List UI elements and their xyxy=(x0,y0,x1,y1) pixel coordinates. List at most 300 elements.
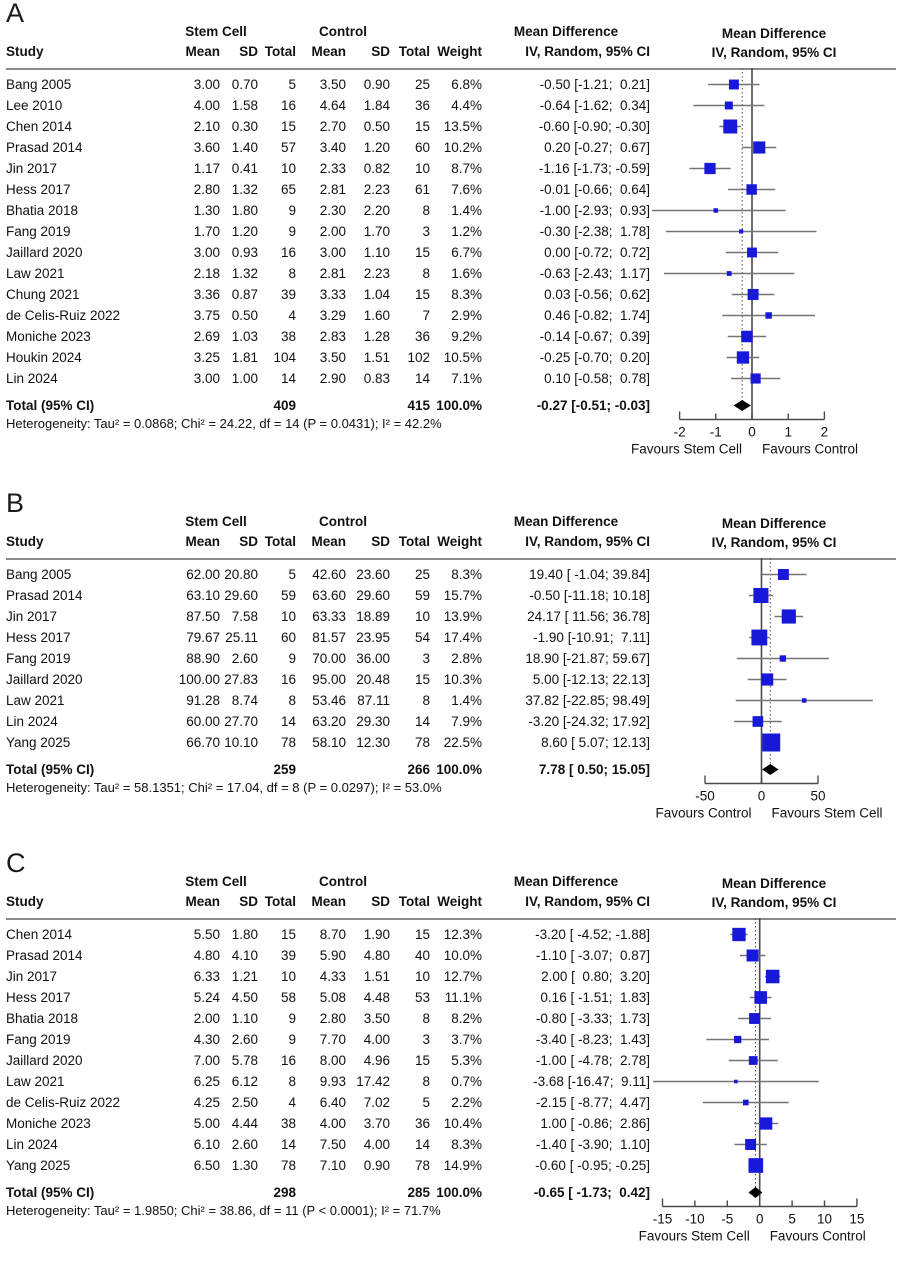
cell: 1.80 xyxy=(231,927,258,942)
study-name: de Celis-Ruiz 2022 xyxy=(6,308,121,323)
column-header-total: Total xyxy=(264,44,296,59)
column-header-total: Total xyxy=(264,894,296,909)
study-name: Lin 2024 xyxy=(6,371,58,386)
cell: 2.60 xyxy=(231,1032,258,1047)
column-header-weight: Weight xyxy=(437,894,482,909)
cell: 4.33 xyxy=(319,969,346,984)
study-rows xyxy=(6,564,650,753)
table-row xyxy=(6,200,650,221)
effect-square xyxy=(749,1056,758,1065)
cell: 14 xyxy=(414,1137,430,1152)
cell: -0.14 [-0.67; 0.39] xyxy=(539,329,650,344)
effect-square xyxy=(704,163,715,174)
cell: -3.40 [ -8.23; 1.43] xyxy=(535,1032,650,1047)
forest-plot-a xyxy=(630,68,896,462)
cell: -0.30 [-2.38; 1.78] xyxy=(539,224,650,239)
cell: 63.33 xyxy=(312,609,346,624)
cell: 70.00 xyxy=(312,651,346,666)
cell: 23.95 xyxy=(356,630,390,645)
cell: 10 xyxy=(414,609,430,624)
cell: 0.30 xyxy=(231,119,258,134)
cell: 8.3% xyxy=(451,287,482,302)
cell: 10.0% xyxy=(443,948,482,963)
favours-left-label: Favours Stem Cell xyxy=(630,441,742,457)
effect-square xyxy=(780,655,786,661)
cell: 3.50 xyxy=(319,77,346,92)
cell: 1.00 xyxy=(231,371,258,386)
cell: 5.24 xyxy=(193,990,220,1005)
total-diamond xyxy=(762,764,778,775)
total-cell: 409 xyxy=(273,398,296,413)
cell: 100.00 xyxy=(178,672,220,687)
effect-square xyxy=(765,312,771,318)
cell: 15 xyxy=(414,672,430,687)
column-header-mean: Mean xyxy=(185,44,220,59)
study-name: Bang 2005 xyxy=(6,567,72,582)
axis-tick-label: 0 xyxy=(755,1211,764,1227)
effect-square xyxy=(753,141,765,153)
cell: 15 xyxy=(414,245,430,260)
cell: 1.51 xyxy=(363,969,390,984)
table-row xyxy=(6,1092,650,1113)
cell: 5.90 xyxy=(319,948,346,963)
table-row xyxy=(6,221,650,242)
table-row xyxy=(6,711,650,732)
study-name: Hess 2017 xyxy=(6,630,71,645)
cell: 0.50 xyxy=(363,119,390,134)
heterogeneity-text: Heterogeneity: Tau² = 1.9850; Chi² = 38.86, df = 11 (P < 0.0001); I² = 71.7% xyxy=(6,1203,441,1218)
cell: 78 xyxy=(280,1158,296,1173)
cell: 25.11 xyxy=(225,630,258,645)
cell: 2.70 xyxy=(319,119,346,134)
cell: 4.30 xyxy=(193,1032,220,1047)
table-row xyxy=(6,368,650,389)
table-row xyxy=(6,284,650,305)
column-header-sd: SD xyxy=(371,894,390,909)
cell: 9 xyxy=(288,651,296,666)
cell: 4.50 xyxy=(231,990,258,1005)
cell: 29.60 xyxy=(356,588,390,603)
total-cell: 259 xyxy=(273,762,296,777)
study-name: Lin 2024 xyxy=(6,1137,58,1152)
cell: 17.4% xyxy=(443,630,482,645)
cell: 2.60 xyxy=(231,1137,258,1152)
cell: 4.4% xyxy=(451,98,482,113)
study-name: Jin 2017 xyxy=(6,609,58,624)
cell: 7.10 xyxy=(319,1158,346,1173)
cell: 87.11 xyxy=(357,693,390,708)
cell: 36 xyxy=(414,1116,430,1131)
axis-tick-label: -5 xyxy=(721,1211,734,1227)
effect-square xyxy=(748,1158,763,1173)
panel-c xyxy=(6,848,896,1249)
cell: 20.80 xyxy=(224,567,258,582)
cell: 63.20 xyxy=(312,714,346,729)
column-header-iv-random-95-ci: IV, Random, 95% CI xyxy=(525,44,650,59)
axis-tick-label: 2 xyxy=(820,424,829,440)
study-name: Lin 2024 xyxy=(6,714,58,729)
cell: 2.00 xyxy=(193,1011,220,1026)
cell: 22.5% xyxy=(443,735,482,750)
group-mean-difference-label: Mean Difference xyxy=(513,514,619,529)
study-name: Bang 2005 xyxy=(6,77,72,92)
table-row xyxy=(6,669,650,690)
cell: 5 xyxy=(288,567,296,582)
effect-square xyxy=(739,229,743,233)
study-name: Moniche 2023 xyxy=(6,329,91,344)
cell: 14 xyxy=(414,714,430,729)
cell: 10.5% xyxy=(443,350,482,365)
cell: 5.78 xyxy=(231,1053,258,1068)
study-name: Yang 2025 xyxy=(6,735,71,750)
column-header-sd: SD xyxy=(239,534,258,549)
study-name: Bhatia 2018 xyxy=(6,203,79,218)
cell: 0.41 xyxy=(231,161,258,176)
cell: 2.2% xyxy=(451,1095,482,1110)
cell: -0.63 [-2.43; 1.17] xyxy=(539,266,650,281)
column-headers xyxy=(6,894,650,912)
column-header-sd: SD xyxy=(371,534,390,549)
forest-plot-c xyxy=(638,918,896,1249)
cell: 9 xyxy=(288,224,296,239)
cell: 14 xyxy=(280,714,296,729)
effect-square xyxy=(746,184,756,194)
cell: 3.25 xyxy=(193,350,220,365)
cell: 61 xyxy=(414,182,430,197)
cell: 9 xyxy=(288,1011,296,1026)
cell: 14 xyxy=(280,1137,296,1152)
group-control-label: Control xyxy=(319,514,367,529)
study-name: Jaillard 2020 xyxy=(6,245,83,260)
cell: 4.00 xyxy=(319,1116,346,1131)
cell: 36.00 xyxy=(356,651,390,666)
cell: 10.3% xyxy=(443,672,482,687)
study-name: Prasad 2014 xyxy=(6,140,83,155)
cell: 10 xyxy=(280,161,296,176)
table-row xyxy=(6,606,650,627)
cell: 1.90 xyxy=(363,927,390,942)
cell: 9.2% xyxy=(451,329,482,344)
plot-header-line1: Mean Difference xyxy=(721,26,827,41)
panel-a-label: A xyxy=(6,0,25,28)
cell: 3.00 xyxy=(193,371,220,386)
table-row xyxy=(6,179,650,200)
cell: 2.30 xyxy=(319,203,346,218)
cell: 5 xyxy=(422,1095,430,1110)
cell: 8.3% xyxy=(451,1137,482,1152)
table-row xyxy=(6,116,650,137)
total-cell: 7.78 [ 0.50; 15.05] xyxy=(538,762,650,777)
table-row xyxy=(6,627,650,648)
plot-header xyxy=(652,24,896,62)
cell: 79.67 xyxy=(186,630,220,645)
cell: 14 xyxy=(414,371,430,386)
effect-square xyxy=(782,609,796,623)
column-header-mean: Mean xyxy=(311,44,346,59)
total-cell: -0.27 [-0.51; -0.03] xyxy=(536,398,650,413)
cell: 1.58 xyxy=(231,98,258,113)
cell: 91.28 xyxy=(186,693,220,708)
column-group-header xyxy=(6,24,650,42)
total-cell: 266 xyxy=(407,762,430,777)
group-stem-cell-label: Stem Cell xyxy=(185,874,247,889)
column-header-study: Study xyxy=(6,894,44,909)
plot-header xyxy=(652,514,896,552)
cell: 1.21 xyxy=(231,969,258,984)
cell: 38 xyxy=(280,1116,296,1131)
column-header-mean: Mean xyxy=(311,534,346,549)
cell: 39 xyxy=(280,287,296,302)
total-cell: 285 xyxy=(407,1185,430,1200)
group-mean-difference-label: Mean Difference xyxy=(513,874,619,889)
cell: 7.58 xyxy=(231,609,258,624)
cell: 12.3% xyxy=(443,927,482,942)
cell: 14 xyxy=(280,371,296,386)
cell: -3.68 [-16.47; 9.11] xyxy=(533,1074,650,1089)
table-row xyxy=(6,924,650,945)
cell: 16 xyxy=(280,245,296,260)
cell: 1.81 xyxy=(231,350,258,365)
effect-square xyxy=(743,1100,749,1106)
study-name: Law 2021 xyxy=(6,1074,65,1089)
cell: 18.89 xyxy=(356,609,390,624)
table-row xyxy=(6,137,650,158)
cell: 3 xyxy=(422,1032,430,1047)
axis-tick-label: 15 xyxy=(849,1211,865,1227)
cell: 59 xyxy=(280,588,296,603)
cell: 2.18 xyxy=(193,266,220,281)
cell: 2.90 xyxy=(319,371,346,386)
effect-square xyxy=(747,949,759,961)
cell: 10 xyxy=(280,969,296,984)
heterogeneity-text: Heterogeneity: Tau² = 0.0868; Chi² = 24.22, df = 14 (P = 0.0431); I² = 42.2% xyxy=(6,416,442,431)
cell: 2.23 xyxy=(363,182,390,197)
table-row xyxy=(6,263,650,284)
cell: 10 xyxy=(414,969,430,984)
cell: 57 xyxy=(280,140,296,155)
cell: -0.50 [-1.21; 0.21] xyxy=(539,77,650,92)
total-cell: Total (95% CI) xyxy=(6,1185,95,1200)
cell: 2.83 xyxy=(319,329,346,344)
cell: 36 xyxy=(414,98,430,113)
cell: 13.9% xyxy=(443,609,482,624)
cell: 27.70 xyxy=(224,714,258,729)
column-header-sd: SD xyxy=(239,894,258,909)
study-name: Houkin 2024 xyxy=(6,350,82,365)
column-group-header xyxy=(6,514,650,532)
cell: 3 xyxy=(422,651,430,666)
cell: 10.4% xyxy=(443,1116,482,1131)
cell: -1.10 [ -3.07; 0.87] xyxy=(535,948,650,963)
total-cell: 100.0% xyxy=(436,1185,482,1200)
total-cell: 100.0% xyxy=(436,762,482,777)
cell: 15 xyxy=(414,1053,430,1068)
cell: 1.84 xyxy=(363,98,390,113)
table-row xyxy=(6,945,650,966)
cell: 8 xyxy=(288,693,296,708)
cell: 7.02 xyxy=(363,1095,390,1110)
cell: 0.10 [-0.58; 0.78] xyxy=(544,371,650,386)
column-header-iv-random-95-ci: IV, Random, 95% CI xyxy=(525,894,650,909)
cell: 1.4% xyxy=(451,203,482,218)
effect-square xyxy=(723,120,737,134)
study-name: Bhatia 2018 xyxy=(6,1011,79,1026)
cell: 88.90 xyxy=(186,651,220,666)
cell: 1.20 xyxy=(363,140,390,155)
axis-tick-label: 5 xyxy=(788,1211,796,1227)
cell: 2.69 xyxy=(193,329,220,344)
group-mean-difference-label: Mean Difference xyxy=(513,24,619,39)
cell: 15 xyxy=(280,119,296,134)
plot-header-line2: IV, Random, 95% CI xyxy=(711,535,837,550)
cell: 1.10 xyxy=(231,1011,258,1026)
axis-tick-label: 0 xyxy=(748,424,756,440)
column-header-iv-random-95-ci: IV, Random, 95% CI xyxy=(525,534,650,549)
axis-tick-label: 10 xyxy=(816,1211,833,1227)
column-group-header xyxy=(6,874,650,892)
cell: -3.20 [-24.32; 17.92] xyxy=(528,714,650,729)
cell: 53 xyxy=(414,990,430,1005)
total-cell: Total (95% CI) xyxy=(6,762,95,777)
effect-square xyxy=(753,588,768,603)
study-name: Jaillard 2020 xyxy=(6,672,83,687)
cell: 1.17 xyxy=(193,161,220,176)
cell: 1.80 xyxy=(231,203,258,218)
study-rows xyxy=(6,74,650,389)
study-name: Hess 2017 xyxy=(6,182,71,197)
cell: 1.70 xyxy=(363,224,390,239)
cell: 1.70 xyxy=(193,224,220,239)
cell: 9.93 xyxy=(319,1074,346,1089)
total-row xyxy=(6,759,650,780)
cell: 3.75 xyxy=(193,308,220,323)
cell: 10.2% xyxy=(443,140,482,155)
panel-b-label: B xyxy=(6,488,25,518)
effect-square xyxy=(725,102,733,110)
cell: 10.10 xyxy=(224,735,258,750)
cell: 24.17 [ 11.56; 36.78] xyxy=(527,609,650,624)
cell: 3.50 xyxy=(363,1011,390,1026)
cell: 5.08 xyxy=(319,990,346,1005)
cell: 3 xyxy=(422,224,430,239)
total-cell: -0.65 [ -1.73; 0.42] xyxy=(533,1185,650,1200)
axis-tick-label: -2 xyxy=(673,424,686,440)
cell: 4.10 xyxy=(231,948,258,963)
cell: 7.1% xyxy=(451,371,482,386)
total-cell: 415 xyxy=(407,398,430,413)
axis-tick-label: -50 xyxy=(695,788,715,804)
cell: -1.90 [-10.91; 7.11] xyxy=(533,630,650,645)
cell: -0.01 [-0.66; 0.64] xyxy=(539,182,650,197)
plot-header xyxy=(652,874,896,912)
cell: 1.00 [ -0.86; 2.86] xyxy=(540,1116,650,1131)
cell: 3.7% xyxy=(451,1032,482,1047)
total-cell: Total (95% CI) xyxy=(6,398,95,413)
cell: 20.48 xyxy=(356,672,390,687)
cell: 4.44 xyxy=(231,1116,258,1131)
effect-square xyxy=(754,991,767,1004)
cell: 15 xyxy=(414,119,430,134)
cell: 17.42 xyxy=(356,1074,390,1089)
cell: 7.9% xyxy=(451,714,482,729)
cell: 4.00 xyxy=(363,1032,390,1047)
axis-tick-label: -10 xyxy=(685,1211,705,1227)
column-header-mean: Mean xyxy=(311,894,346,909)
table-row xyxy=(6,564,650,585)
cell: 95.00 xyxy=(312,672,346,687)
plot-header-line1: Mean Difference xyxy=(721,876,827,891)
table-row xyxy=(6,1050,650,1071)
effect-square xyxy=(761,673,773,685)
cell: 7.50 xyxy=(319,1137,346,1152)
cell: 58.10 xyxy=(312,735,346,750)
cell: 0.7% xyxy=(451,1074,482,1089)
effect-square xyxy=(745,1139,756,1150)
effect-square xyxy=(766,970,780,984)
cell: 0.16 [ -1.51; 1.83] xyxy=(540,990,650,1005)
column-header-total: Total xyxy=(264,534,296,549)
cell: 6.33 xyxy=(193,969,220,984)
favours-right-label: Favours Control xyxy=(762,441,859,457)
study-name: Law 2021 xyxy=(6,693,65,708)
table-row xyxy=(6,1008,650,1029)
cell: 15 xyxy=(280,927,296,942)
cell: 59 xyxy=(414,588,430,603)
cell: 0.83 xyxy=(363,371,390,386)
cell: 0.87 xyxy=(231,287,258,302)
cell: 36 xyxy=(414,329,430,344)
cell: 54 xyxy=(414,630,430,645)
cell: 0.00 [-0.72; 0.72] xyxy=(544,245,650,260)
effect-square xyxy=(734,1080,738,1084)
total-row xyxy=(6,1182,650,1203)
cell: 1.4% xyxy=(451,693,482,708)
study-name: Moniche 2023 xyxy=(6,1116,91,1131)
cell: 38 xyxy=(280,329,296,344)
cell: 0.50 xyxy=(231,308,258,323)
cell: 6.40 xyxy=(319,1095,346,1110)
cell: 12.30 xyxy=(356,735,390,750)
cell: 3.70 xyxy=(363,1116,390,1131)
cell: 4.80 xyxy=(363,948,390,963)
cell: 3.00 xyxy=(193,245,220,260)
cell: -2.15 [ -8.77; 4.47] xyxy=(535,1095,650,1110)
cell: 1.30 xyxy=(231,1158,258,1173)
cell: 7.6% xyxy=(451,182,482,197)
column-header-total: Total xyxy=(398,894,430,909)
cell: -0.50 [-11.18; 10.18] xyxy=(529,588,650,603)
table-row xyxy=(6,1071,650,1092)
cell: 5.00 xyxy=(193,1116,220,1131)
table-row xyxy=(6,1134,650,1155)
cell: 1.2% xyxy=(451,224,482,239)
cell: 9 xyxy=(288,203,296,218)
effect-square xyxy=(751,630,767,646)
cell: 3.36 xyxy=(193,287,220,302)
cell: 0.03 [-0.56; 0.62] xyxy=(544,287,650,302)
cell: 5 xyxy=(288,77,296,92)
cell: -3.20 [ -4.52; -1.88] xyxy=(535,927,650,942)
cell: 3.33 xyxy=(319,287,346,302)
study-name: Chung 2021 xyxy=(6,287,80,302)
column-headers xyxy=(6,44,650,62)
cell: 2.60 xyxy=(231,651,258,666)
cell: 60 xyxy=(280,630,296,645)
cell: 8 xyxy=(422,203,430,218)
cell: 11.1% xyxy=(444,990,482,1005)
table-row xyxy=(6,648,650,669)
cell: 5.00 [-12.13; 22.13] xyxy=(532,672,650,687)
